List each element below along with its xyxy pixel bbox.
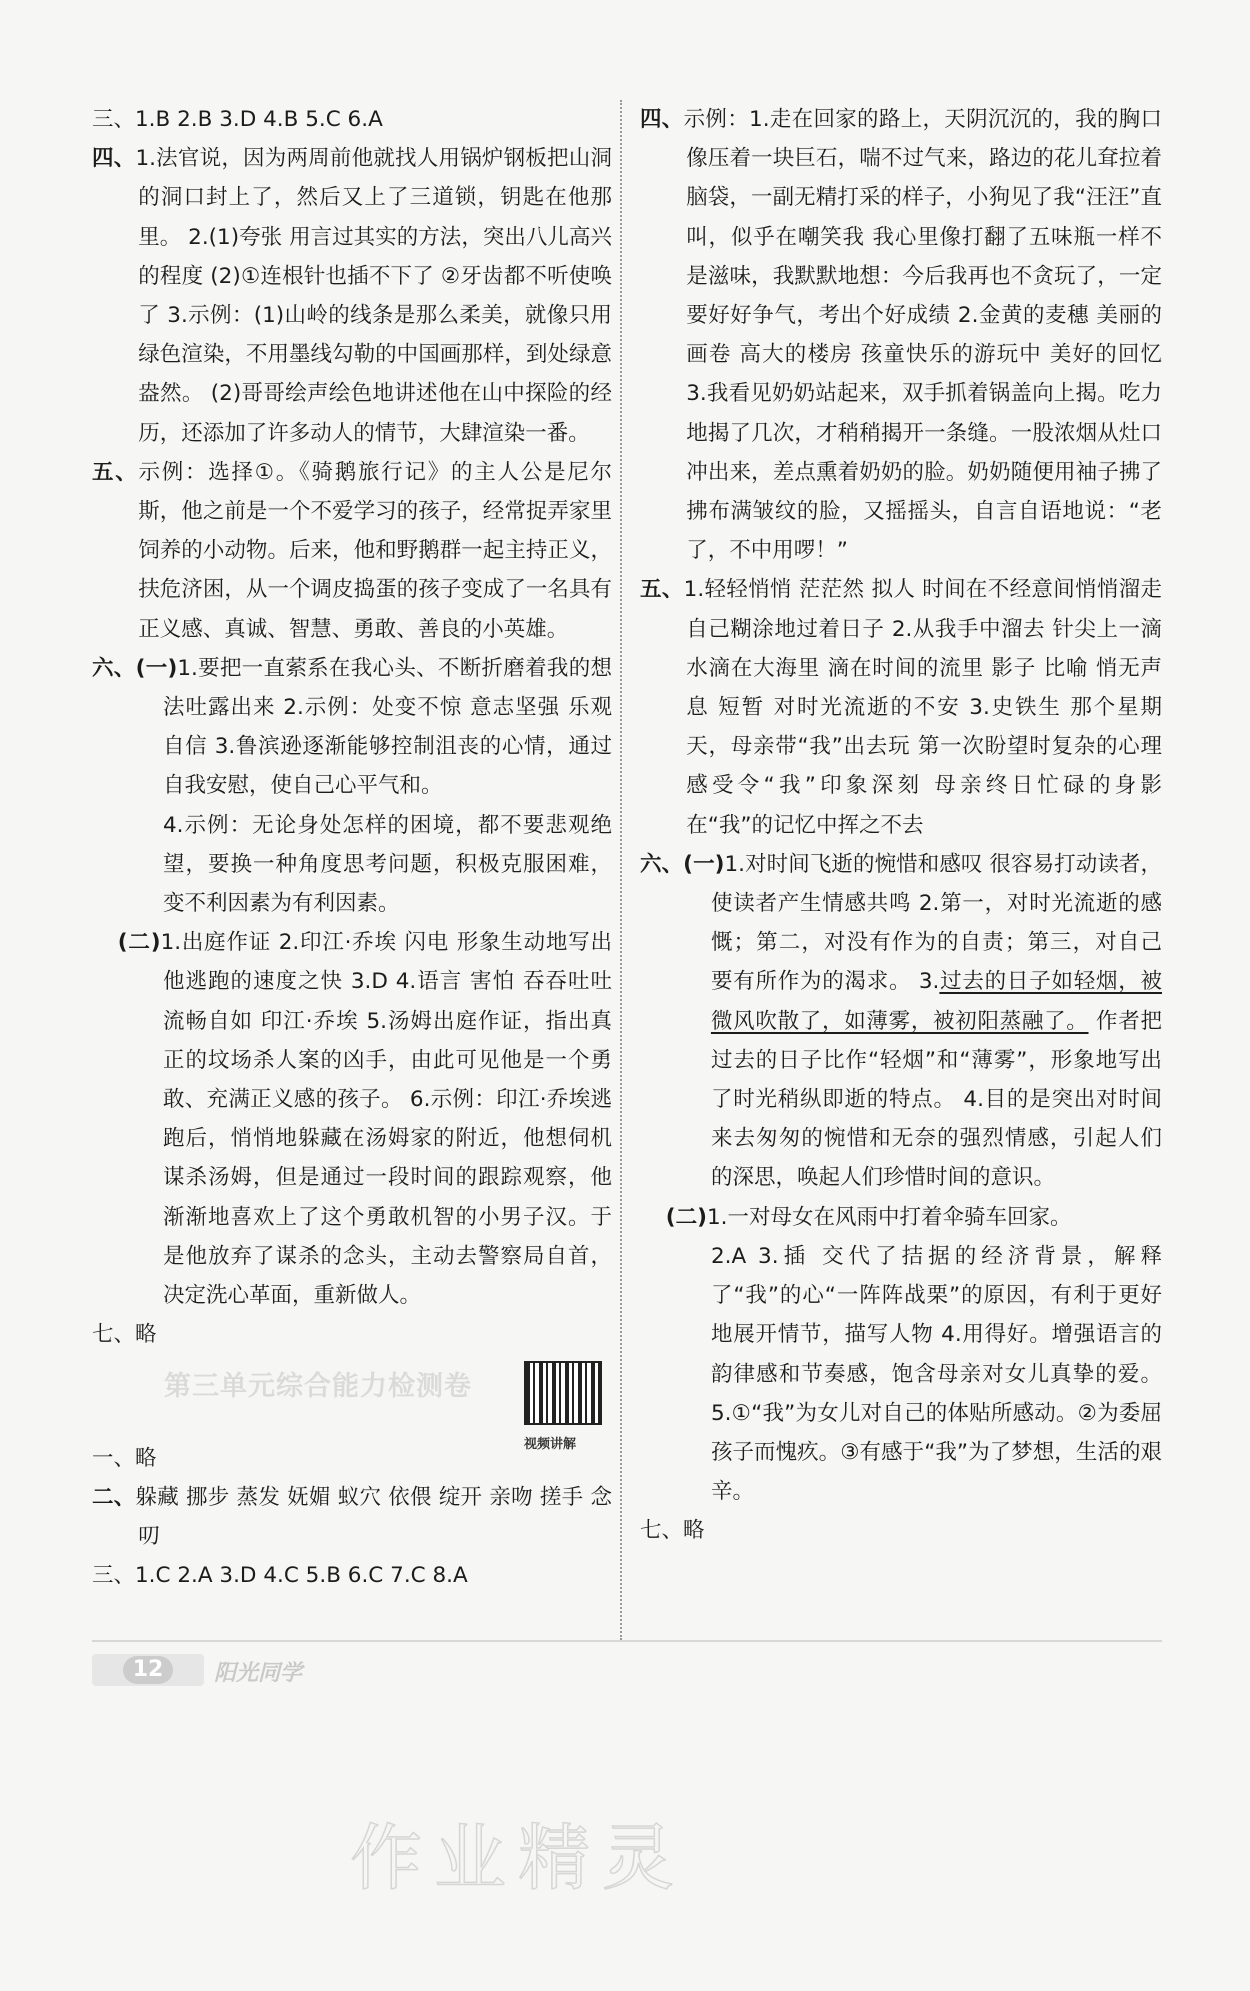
unit-answer-3: 三、1.C 2.A 3.D 4.C 5.B 6.C 7.C 8.A (92, 1563, 468, 1589)
right-column (640, 100, 1162, 1551)
answer-section-6b: (二)1.出庭作证 2.印江·乔埃 闪电 形象生动地写出他逃跑的速度之快 3.D 4.语言 害怕 吞吞吐吐 流畅自如 印江·乔埃 5.汤姆出庭作证，指出真正的坟场杀人案的凶手，由此可见他是一个勇敢、充满正义感的孩子。 6.示例：印江·乔埃逃跑后，悄悄地躲藏在汤姆家的附近，他想伺机谋杀汤姆，但是通过一段时间的跟踪观察，他渐渐地喜欢上了这个勇敢机智的小男子汉。于是他放弃了谋杀的念头，主动去警察局自首，决定洗心革面，重新做人。 (117, 930, 613, 1309)
answer-section-r6b: (二)1.一对母女在风雨中打着伞骑车回家。 (665, 1204, 1072, 1230)
watermark: 作业精灵 (350, 1816, 687, 1900)
answer-section-r6b-rest: 2.A 3.插 交代了拮据的经济背景，解释了“我”的心“一阵阵战栗”的原因，有利于更好地展开情节，描写人物 4.用得好。增强语言的韵律感和节奏感，饱含母亲对女儿真挚的爱。 5.①“我”为女儿对自己的体贴所感动。②为委屈孩子而愧疚。③有感于“我”为了梦想，生活的艰辛。 (710, 1243, 1162, 1505)
underlined-quote: 过去的日子如轻烟，被微风吹散了，如薄雾，被初阳蒸融了。 (710, 969, 1162, 1034)
page-number: 12 (123, 1656, 174, 1684)
answer-section-6a: 六、(一)1.要把一直萦系在我心头、不断折磨着我的想法吐露出来 2.示例：处变不惊 意志坚强 乐观自信 3.鲁滨逊逐渐能够控制沮丧的心情，通过自我安慰，使自己心平气和。 (92, 655, 612, 799)
unit-heading (92, 1361, 612, 1452)
unit-answer-1: 一、略 (92, 1445, 157, 1471)
answer-section-r6a: 六、(一)1.对时间飞逝的惋惜和感叹 很容易打动读者，使读者产生情感共鸣 2.第一，对时光流逝的感慨；第二，对没有作为的自责；第三，对自己要有所作为的渴求。 3.过去的日子如轻烟，被微风吹散了，如薄雾，被初阳蒸融了。 作者把过去的日子比作“轻烟”和“薄雾”，形象地写出了时光稍纵即逝的特点。 4.目的是突出对时间来去匆匆的惋惜和无奈的强烈情感，引起人们的深思，唤起人们珍惜时间的意识。 (640, 851, 1162, 1191)
answer-section-r7: 七、略 (640, 1518, 705, 1544)
qr-code-icon[interactable] (524, 1361, 602, 1425)
answer-section-r5: 五、1.轻轻悄悄 茫茫然 拟人 时间在不经意间悄悄溜走 自己糊涂地过着日子 2.从我手中溜去 针尖上一滴水滴在大海里 滴在时间的流里 影子 比喻 悄无声息 短暂 对时光流逝的不安 3.史铁生 那个星期天，母亲带“我”出去玩 第一次盼望时复杂的心理感受令“我”印象深刻 母亲终日忙碌的身影在“我”的记忆中挥之不去 (640, 577, 1162, 838)
answer-section-4: 四、1.法官说，因为两周前他就找人用锅炉钢板把山洞的洞口封上了，然后又上了三道锁，钥匙在他那里。 2.(1)夸张 用言过其实的方法，突出八儿高兴的程度 (2)①连根针也插不下了 ②牙齿都不听使唤了 3.示例：(1)山岭的线条是那么柔美，就像只用绿色渲染，不用墨线勾勒的中国画那样，到处绿意盎然。 (2)哥哥绘声绘色地讲述他在山中探险的经历，还添加了许多动人的情节，大肆渲染一番。 (92, 146, 612, 446)
left-column (92, 100, 612, 1595)
unit-answer-2: 二、躲藏 挪步 蒸发 妩媚 蚁穴 依偎 绽开 亲吻 搓手 念叨 (92, 1484, 612, 1549)
answer-section-7: 七、略 (92, 1322, 157, 1348)
answer-section-6a-q4: 4.示例：无论身处怎样的困境，都不要悲观绝望，要换一种角度思考问题，积极克服困难，变不利因素为有利因素。 (162, 812, 612, 917)
answer-section-5: 五、示例：选择①。《骑鹅旅行记》的主人公是尼尔斯，他之前是一个不爱学习的孩子，经常捉弄家里饲养的小动物。后来，他和野鹅群一起主持正义，扶危济困，从一个调皮捣蛋的孩子变成了一名具有正义感、真诚、智慧、勇敢、善良的小英雄。 (92, 459, 612, 642)
answer-section-r4: 四、示例：1.走在回家的路上，天阴沉沉的，我的胸口像压着一块巨石，喘不过气来，路边的花儿耷拉着脑袋，一副无精打采的样子，小狗见了我“汪汪”直叫，似乎在嘲笑我 我心里像打翻了五味瓶一样不是滋味，我默默地想：今后我再也不贪玩了，一定要好好争气，考出个好成绩 2.金黄的麦穗 美丽的画卷 高大的楼房 孩童快乐的游玩中 美好的回忆 3.我看见奶奶站起来，双手抓着锅盖向上揭。吃力地揭了几次，才稍稍揭开一条缝。一股浓烟从灶口冲出来，差点熏着奶奶的脸。奶奶随便用袖子拂了拂布满皱纹的脸，又摇摇头，自言自语地说：“老了，不中用啰！” (640, 107, 1162, 564)
unit-title: 第三单元综合能力检测卷 (164, 1370, 472, 1402)
brand-logo: 阳光同学 (214, 1661, 303, 1686)
answer-section-3: 三、1.B 2.B 3.D 4.B 5.C 6.A (92, 107, 383, 132)
qr-label: 视频讲解 (524, 1436, 577, 1452)
column-divider (620, 100, 622, 1640)
footer-rule (92, 1640, 1162, 1642)
page-number-badge (92, 1654, 204, 1686)
